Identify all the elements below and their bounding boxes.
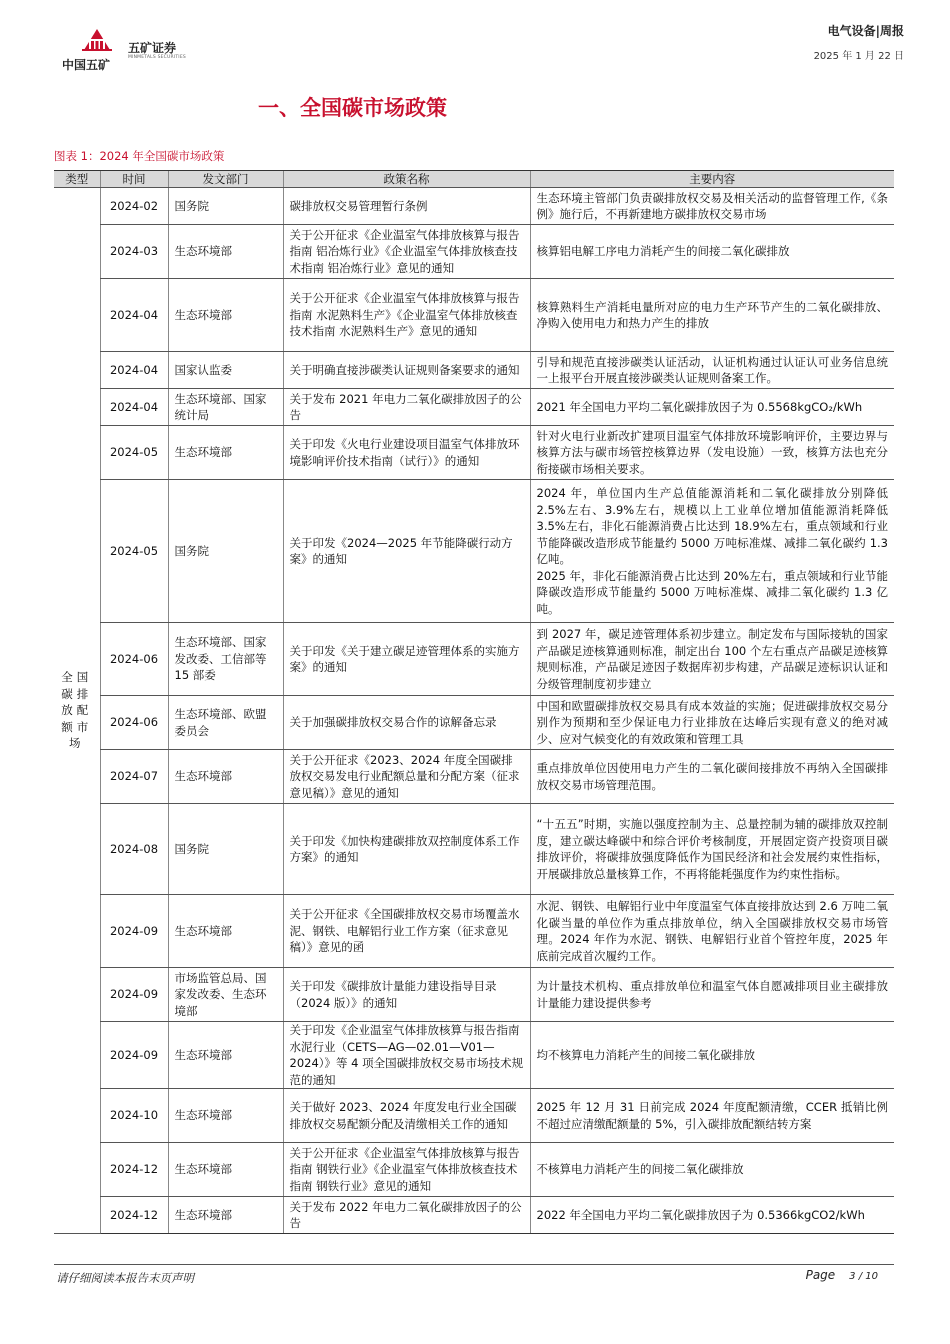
policy-name-cell: 关于印发《加快构建碳排放双控制度体系工作方案》的通知 [283,804,530,895]
table-row [54,389,894,426]
table-row [54,1022,894,1089]
policy-name-cell: 关于公开征求《企业温室气体排放核算与报告指南 钢铁行业》《企业温室气体排放核查技术指南 钢铁行业》意见的通知 [283,1143,530,1197]
table-row [54,623,894,696]
logo-firm-english: MINMETALS SECURITIES [128,55,186,60]
content-cell: 2022 年全国电力平均二氧化碳排放因子为 0.5366kgCO2/kWh [530,1197,894,1234]
dept-cell: 生态环境部 [168,279,283,352]
time-cell: 2024-05 [100,480,168,623]
dept-cell: 生态环境部 [168,895,283,968]
content-cell: 2025 年 12 月 31 日前完成 2024 年度配额清缴，CCER 抵销比例不超过应清缴配额量的 5%，引入碳排放配额结转方案 [530,1089,894,1143]
time-cell: 2024-09 [100,968,168,1022]
table-row [54,480,894,623]
table-header-row [54,171,894,188]
time-cell: 2024-03 [100,225,168,279]
table-row [54,895,894,968]
dept-cell: 生态环境部 [168,426,283,480]
policy-name-cell: 碳排放权交易管理暂行条例 [283,188,530,225]
page-label: Page [805,1268,836,1282]
dept-cell: 国务院 [168,188,283,225]
time-cell: 2024-04 [100,389,168,426]
table-row [54,352,894,389]
column-header-time: 时间 [100,171,168,188]
time-cell: 2024-10 [100,1089,168,1143]
report-category: 电气设备|周报 [827,24,904,38]
content-cell: 2021 年全国电力平均二氧化碳排放因子为 0.5568kgCO₂/kWh [530,389,894,426]
content-cell: 核算熟料生产消耗电量所对应的电力生产环节产生的二氧化碳排放、净购入使用电力和热力产生的排放 [530,279,894,352]
time-cell: 2024-09 [100,1022,168,1089]
table-row [54,225,894,279]
policy-name-cell: 关于印发《火电行业建设项目温室气体排放环境影响评价技术指南（试行）》的通知 [283,426,530,480]
time-cell: 2024-02 [100,188,168,225]
time-cell: 2024-04 [100,352,168,389]
dept-cell: 生态环境部 [168,750,283,804]
table-row [54,968,894,1022]
table-row [54,279,894,352]
footer-disclaimer: 请仔细阅读本报告末页声明 [56,1271,194,1285]
table-row [54,1143,894,1197]
dept-cell: 市场监管总局、国家发改委、生态环境部 [168,968,283,1022]
dept-cell: 生态环境部、国家发改委、工信部等 15 部委 [168,623,283,696]
type-cell: 全国碳排放配额市场 [54,188,100,1234]
time-cell: 2024-05 [100,426,168,480]
dept-cell: 国家认监委 [168,352,283,389]
content-cell: 到 2027 年，碳足迹管理体系初步建立。制定发布与国际接轨的国家产品碳足迹核算通则标准，制定出台 100 个左右重点产品碳足迹核算规则标准，产品碳足迹因子数据库初步构建，产品碳足迹标识认证和分级管理制度初步建立 [530,623,894,696]
content-cell: 为计量技术机构、重点排放单位和温室气体自愿减排项目业主碳排放计量能力建设提供参考 [530,968,894,1022]
dept-cell: 生态环境部、国家统计局 [168,389,283,426]
column-header-type: 类型 [54,171,100,188]
time-cell: 2024-07 [100,750,168,804]
time-cell: 2024-08 [100,804,168,895]
time-cell: 2024-04 [100,279,168,352]
content-cell: 均不核算电力消耗产生的间接二氧化碳排放 [530,1022,894,1089]
dept-cell: 生态环境部 [168,1089,283,1143]
table-row [54,1197,894,1234]
dept-cell: 生态环境部 [168,1143,283,1197]
logo-group-name: 中国五矿 [62,58,111,72]
policy-name-cell: 关于做好 2023、2024 年度发电行业全国碳排放权交易配额分配及清缴相关工作的通知 [283,1089,530,1143]
policy-name-cell: 关于公开征求《全国碳排放权交易市场覆盖水泥、钢铁、电解铝行业工作方案（征求意见稿）》意见的函 [283,895,530,968]
content-cell: 中国和欧盟碳排放权交易具有成本效益的实施；促进碳排放权交易分别作为预期和至少保证电力行业排放在达峰后实现有意义的绝对减少、应对气候变化的有效政策和管理工具 [530,696,894,750]
column-header-policy: 政策名称 [283,171,530,188]
policy-name-cell: 关于发布 2022 年电力二氧化碳排放因子的公告 [283,1197,530,1234]
content-cell: 2024 年，单位国内生产总值能源消耗和二氧化碳排放分别降低 2.5%左右、3.9%左右，规模以上工业单位增加值能源消耗降低 3.5%左右，非化石能源消费占比达到 18.9%左右，重点领域和行业节能降碳改造形成节能量约 5000 万吨标准煤、减排二氧化碳约 1.3 亿吨。 2025 年，非化石能源消费占比达到 20%左右，重点领域和行业节能降碳改造形成节能量约 5000 万吨标准煤、减排二氧化碳约 1.3 亿吨。 [530,480,894,623]
footer-divider [54,1264,894,1265]
time-cell: 2024-06 [100,623,168,696]
policy-name-cell: 关于加强碳排放权交易合作的谅解备忘录 [283,696,530,750]
time-cell: 2024-12 [100,1197,168,1234]
content-cell: 不核算电力消耗产生的间接二氧化碳排放 [530,1143,894,1197]
content-cell: 生态环境主管部门负责碳排放权交易及相关活动的监督管理工作,《条例》施行后，不再新建地方碳排放权交易市场 [530,188,894,225]
dept-cell: 国务院 [168,480,283,623]
dept-cell: 生态环境部 [168,1022,283,1089]
content-cell: 重点排放单位因使用电力产生的二氧化碳间接排放不再纳入全国碳排放权交易市场管理范围。 [530,750,894,804]
policy-table-body [54,188,894,1234]
logo-firm-name: 五矿证券 [128,41,177,55]
content-cell: 引导和规范直接涉碳类认证活动，认证机构通过认证认可业务信息统一上报平台开展直接涉碳类认证规则备案工作。 [530,352,894,389]
time-cell: 2024-09 [100,895,168,968]
policy-name-cell: 关于印发《关于建立碳足迹管理体系的实施方案》的通知 [283,623,530,696]
content-cell: 针对火电行业新改扩建项目温室气体排放环境影响评价，主要边界与核算方法与碳市场管控核算边界（发电设施）一致，核算方法也充分衔接碳市场相关要求。 [530,426,894,480]
content-cell: “十五五”时期，实施以强度控制为主、总量控制为辅的碳排放双控制度，建立碳达峰碳中和综合评价考核制度，开展固定资产投资项目碳排放评价，将碳排放强度降低作为国民经济和社会发展约束性指标，开展碳排放总量核算工作，不再将能耗强度作为约束性指标。 [530,804,894,895]
time-cell: 2024-06 [100,696,168,750]
table-row [54,750,894,804]
policy-name-cell: 关于公开征求《企业温室气体排放核算与报告指南 铝冶炼行业》《企业温室气体排放核查技术指南 铝冶炼行业》意见的通知 [283,225,530,279]
figure-caption: 图表 1：2024 年全国碳市场政策 [54,149,225,163]
policy-name-cell: 关于印发《企业温室气体排放核算与报告指南 水泥行业（CETS—AG—02.01—V01—2024）》等 4 项全国碳排放权交易市场技术规范的通知 [283,1022,530,1089]
content-cell: 水泥、钢铁、电解铝行业中年度温室气体直接排放达到 2.6 万吨二氧化碳当量的单位作为重点排放单位，纳入全国碳排放权交易市场管理。2024 年作为水泥、钢铁、电解铝行业首个管控年度，2025 年底前完成首次履约工作。 [530,895,894,968]
column-header-dept: 发文部门 [168,171,283,188]
table-row [54,1089,894,1143]
policy-table [54,170,894,1234]
table-row [54,188,894,225]
content-cell: 核算铝电解工序电力消耗产生的间接二氧化碳排放 [530,225,894,279]
dept-cell: 生态环境部 [168,225,283,279]
report-date: 2025 年 1 月 22 日 [813,51,904,62]
company-logo [62,26,192,74]
page-number: 3 / 10 [849,1271,878,1282]
dept-cell: 生态环境部 [168,1197,283,1234]
policy-name-cell: 关于公开征求《企业温室气体排放核算与报告指南 水泥熟料生产》《企业温室气体排放核查技术指南 水泥熟料生产》意见的通知 [283,279,530,352]
dept-cell: 生态环境部、欧盟委员会 [168,696,283,750]
footer-page [806,1268,878,1282]
dept-cell: 国务院 [168,804,283,895]
report-header-info [814,22,904,62]
table-row [54,804,894,895]
column-header-content: 主要内容 [530,171,894,188]
table-row [54,426,894,480]
table-row [54,696,894,750]
policy-name-cell: 关于明确直接涉碳类认证规则备案要求的通知 [283,352,530,389]
policy-name-cell: 关于发布 2021 年电力二氧化碳排放因子的公告 [283,389,530,426]
policy-name-cell: 关于印发《2024—2025 年节能降碳行动方案》的通知 [283,480,530,623]
minmetals-emblem-icon [80,26,114,52]
section-title: 一、全国碳市场政策 [258,96,447,120]
policy-name-cell: 关于公开征求《2023、2024 年度全国碳排放权交易发电行业配额总量和分配方案（征求意见稿）》意见的通知 [283,750,530,804]
time-cell: 2024-12 [100,1143,168,1197]
policy-name-cell: 关于印发《碳排放计量能力建设指导目录（2024 版）》的通知 [283,968,530,1022]
